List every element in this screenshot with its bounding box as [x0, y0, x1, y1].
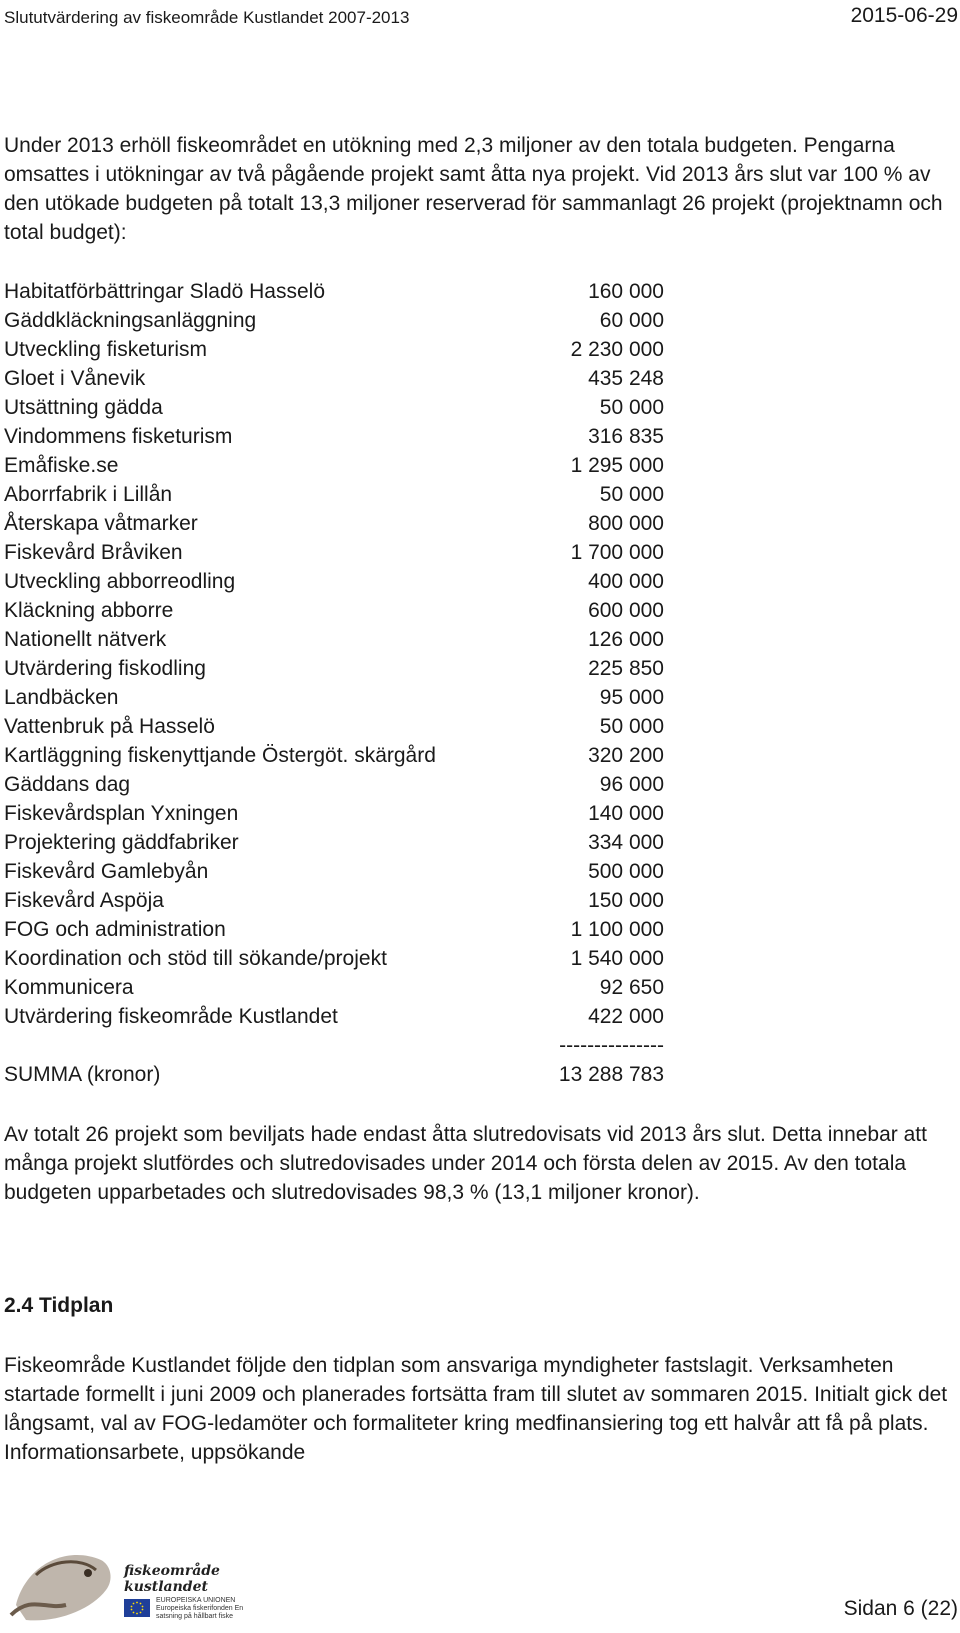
sum-label: SUMMA (kronor) — [4, 1063, 161, 1086]
budget-row — [4, 306, 664, 335]
project-amount: 1 295 000 — [570, 454, 664, 477]
project-amount: 400 000 — [588, 570, 664, 593]
eu-flag-icon — [124, 1599, 150, 1617]
project-amount: 95 000 — [599, 686, 664, 709]
project-amount: 600 000 — [588, 599, 664, 622]
tidplan-paragraph: Fiskeområde Kustlandet följde den tidplan som ansvariga myndigheter fastslagit. Verksamheten startade formellt i juni 2009 och planerades fortsätta fram till slutet av sommaren 2015. Initialt gick det långsamt, val av FOG-ledamöter och formaliteter kring medfinansiering tog ett halvår att få på plats. Informationsarbete, uppsökande — [4, 1354, 948, 1464]
project-name: Fiskevård Gamlebyån — [4, 860, 209, 883]
project-name: Projektering gäddfabriker — [4, 831, 239, 854]
project-amount: 60 000 — [599, 309, 664, 332]
project-name: Kommunicera — [4, 976, 134, 999]
document-title: Slututvärdering av fiskeområde Kustlandet 2007-2013 — [4, 8, 410, 27]
page-number: Sidan 6 (22) — [843, 1597, 958, 1620]
project-amount: 1 540 000 — [570, 947, 664, 970]
eu-fund-text: EUROPEISKA UNIONEN Europeiska fiskerifonden En satsning på hållbart fiske — [156, 1597, 244, 1620]
budget-row — [4, 1002, 664, 1031]
project-amount: 2 230 000 — [570, 338, 664, 361]
project-amount: 126 000 — [588, 628, 664, 651]
project-name: Utvärdering fiskodling — [4, 657, 206, 680]
project-amount: 500 000 — [588, 860, 664, 883]
project-name: Koordination och stöd till sökande/projekt — [4, 947, 387, 970]
budget-row — [4, 712, 664, 741]
fiskeomrade-logo — [6, 1535, 266, 1630]
project-name: Emåfiske.se — [4, 454, 119, 477]
project-amount: 320 200 — [588, 744, 664, 767]
project-name: Aborrfabrik i Lillån — [4, 483, 173, 506]
project-name: Vattenbruk på Hasselö — [4, 715, 215, 738]
budget-row — [4, 335, 664, 364]
budget-row — [4, 567, 664, 596]
budget-row — [4, 886, 664, 915]
fish-logo-icon — [6, 1535, 118, 1630]
project-name: Vindommens fisketurism — [4, 425, 233, 448]
project-name: Habitatförbättringar Sladö Hasselö — [4, 280, 326, 303]
budget-row — [4, 973, 664, 1002]
project-name: Fiskevård Aspöja — [4, 889, 164, 912]
sum-row — [4, 1060, 664, 1089]
budget-row — [4, 277, 664, 306]
budget-row — [4, 915, 664, 944]
project-amount: 1 700 000 — [570, 541, 664, 564]
project-name: Fiskevårdsplan Yxningen — [4, 802, 239, 825]
project-amount: 50 000 — [599, 483, 664, 506]
budget-row — [4, 741, 664, 770]
page-header — [0, 4, 960, 30]
project-name: Utveckling fisketurism — [4, 338, 208, 361]
project-amount: 160 000 — [588, 280, 664, 303]
budget-row — [4, 828, 664, 857]
project-name: Utveckling abborreodling — [4, 570, 236, 593]
project-amount: 50 000 — [599, 715, 664, 738]
separator-dashes: --------------- — [559, 1034, 664, 1057]
project-amount: 140 000 — [588, 802, 664, 825]
intro-paragraph: Under 2013 erhöll fiskeområdet en utökning med 2,3 miljoner av den totala budgeten. Pengarna omsattes i utökningar av två pågående projekt samt åtta nya projekt. Vid 2013 års slut var 100 % av den utökade budgeten på totalt 13,3 miljoner reserverad för sammanlagt 26 projekt (projektnamn och total budget): — [4, 134, 943, 244]
budget-row — [4, 364, 664, 393]
project-name: Utvärdering fiskeområde Kustlandet — [4, 1005, 338, 1028]
project-name: Kläckning abborre — [4, 599, 174, 622]
budget-row — [4, 480, 664, 509]
project-name: Fiskevård Bråviken — [4, 541, 183, 564]
project-amount: 1 100 000 — [570, 918, 664, 941]
project-name: Nationellt nätverk — [4, 628, 167, 651]
project-amount: 50 000 — [599, 396, 664, 419]
budget-row — [4, 451, 664, 480]
budget-row — [4, 799, 664, 828]
project-amount: 334 000 — [588, 831, 664, 854]
sum-separator — [4, 1031, 664, 1060]
logo-text: fiskeområde kustlandet — [124, 1563, 220, 1595]
budget-row — [4, 654, 664, 683]
budget-row — [4, 857, 664, 886]
budget-row — [4, 422, 664, 451]
project-amount: 422 000 — [588, 1005, 664, 1028]
project-budget-list — [4, 277, 664, 1089]
project-name: Gäddkläckningsanläggning — [4, 309, 257, 332]
budget-row — [4, 944, 664, 973]
project-name: Gäddans dag — [4, 773, 131, 796]
project-name: Utsättning gädda — [4, 396, 163, 419]
project-amount: 92 650 — [599, 976, 664, 999]
project-amount: 435 248 — [588, 367, 664, 390]
project-name: Gloet i Vånevik — [4, 367, 146, 390]
budget-row — [4, 683, 664, 712]
document-date: 2015-06-29 — [850, 4, 958, 27]
project-name: Återskapa våtmarker — [4, 512, 198, 535]
project-amount: 96 000 — [599, 773, 664, 796]
section-heading: 2.4 Tidplan — [4, 1294, 114, 1317]
budget-row — [4, 393, 664, 422]
project-amount: 316 835 — [588, 425, 664, 448]
budget-row — [4, 538, 664, 567]
budget-row — [4, 770, 664, 799]
project-amount: 150 000 — [588, 889, 664, 912]
project-name: FOG och administration — [4, 918, 226, 941]
project-amount: 225 850 — [588, 657, 664, 680]
budget-row — [4, 625, 664, 654]
budget-row — [4, 596, 664, 625]
sum-amount: 13 288 783 — [558, 1063, 664, 1086]
budget-row — [4, 509, 664, 538]
project-amount: 800 000 — [588, 512, 664, 535]
project-name: Landbäcken — [4, 686, 119, 709]
project-name: Kartläggning fiskenyttjande Östergöt. skärgård — [4, 744, 436, 767]
summary-paragraph: Av totalt 26 projekt som beviljats hade endast åtta slutredovisats vid 2013 års slut. Detta innebar att många projekt slutfördes och slutredovisades under 2014 och första delen av 2015. Av den totala budgeten upparbetades och slutredovisades 98,3 % (13,1 miljoner kronor). — [4, 1123, 927, 1204]
